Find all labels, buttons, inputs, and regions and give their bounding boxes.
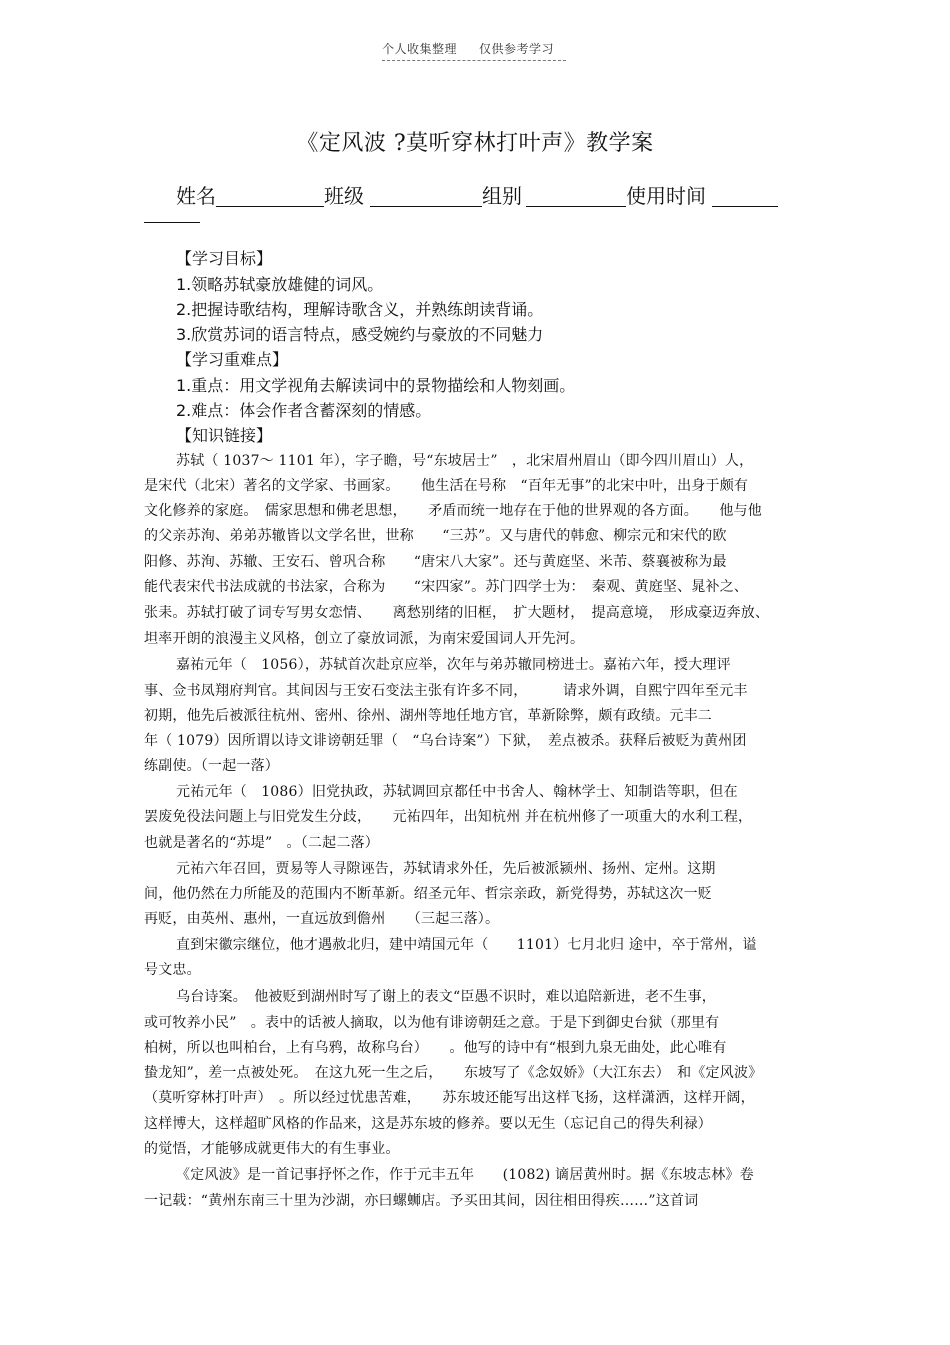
knowledge-link-heading: 【知识链接】 xyxy=(176,426,273,445)
body-line: 的觉悟，才能够成就更伟大的有生事业。 xyxy=(144,1141,400,1157)
time-label: 使用时间 xyxy=(626,184,706,208)
class-blank[interactable] xyxy=(370,184,482,207)
body-line: 罢废免役法问题上与旧党发生分歧， 元祐四年，出知杭州 并在杭州修了一项重大的水利工程， xyxy=(144,809,753,825)
body-line: 练副使。（一起一落） xyxy=(144,758,279,774)
body-line: 嘉祐元年（ 1056），苏轼首次赴京应举，次年与弟苏辙同榜进士。嘉祐六年，授大理评 xyxy=(176,657,731,673)
body-line: 一记载：“黄州东南三十里为沙湖，亦曰螺蛳店。予买田其间，因往相田得疾……”这首词 xyxy=(144,1193,699,1209)
class-label: 班级 xyxy=(324,184,364,208)
body-line: 也就是著名的“苏堤” 。（二起二落） xyxy=(144,835,379,851)
goal-item: 1.领略苏轼豪放雄健的词风。 xyxy=(176,275,384,294)
body-line: 或可牧养小民” 。表中的话被人摘取，以为他有诽谤朝廷之意。于是下到御史台狱（那里有 xyxy=(144,1015,720,1031)
body-line: 事、佥书凤翔府判官。其间因与王安石变法主张有许多不同， 请求外调，自熙宁四年至元丰 xyxy=(144,683,748,699)
student-info-row xyxy=(176,180,778,209)
body-line: 元祐六年召回，贾易等人寻隙诬告，苏轼请求外任，先后被派颍州、扬州、定州。这期 xyxy=(176,861,716,877)
name-label: 姓名 xyxy=(176,184,216,208)
key-point-item: 1.重点：用文学视角去解读词中的景物描绘和人物刻画。 xyxy=(176,376,576,395)
body-line: 的父亲苏洵、弟弟苏辙皆以文学名世，世称 “三苏”。又与唐代的韩愈、柳宗元和宋代的欧 xyxy=(144,528,727,544)
goal-item: 3.欣赏苏词的语言特点，感受婉约与豪放的不同魅力 xyxy=(176,325,544,344)
body-line: 坦率开朗的浪漫主义风格，创立了豪放词派，为南宋爱国词人开先河。 xyxy=(144,631,585,647)
goals-heading: 【学习目标】 xyxy=(176,249,273,268)
body-line: 年（ 1079）因所谓以诗文诽谤朝廷罪（ “乌台诗案”）下狱， 差点被杀。获释后被贬为黄州团 xyxy=(144,733,747,749)
body-line: 直到宋徽宗继位，他才遇赦北归，建中靖国元年（ 1101）七月北归 途中，卒于常州，谥 xyxy=(176,937,757,953)
name-blank[interactable] xyxy=(216,184,324,207)
body-line: 柏树，所以也叫柏台，上有乌鸦，故称乌台） 。他写的诗中有“根到九泉无曲处，此心唯有 xyxy=(144,1040,727,1056)
body-line: 张耒。苏轼打破了词专写男女恋情、 离愁别绪的旧框， 扩大题材， 提高意境， 形成豪迈奔放、 xyxy=(144,605,770,621)
body-line: 能代表宋代书法成就的书法家，合称为 “宋四家”。苏门四学士为： 秦观、黄庭坚、晁补之、 xyxy=(144,579,749,595)
body-line: 再贬，由英州、惠州，一直远放到儋州 （三起三落）。 xyxy=(144,911,500,927)
body-line: 蛰龙知”，差一点被处死。 在这九死一生之后， 东坡写了《念奴娇》（大江东去） 和《定风波》 xyxy=(144,1065,763,1081)
body-line: 苏轼（ 1037～ 1101 年），字子瞻，号“东坡居士” ，北宋眉州眉山（即今四川眉山）人， xyxy=(176,453,754,469)
header-note-left: 个人收集整理 xyxy=(382,42,458,56)
body-line: 文化修养的家庭。 儒家思想和佛老思想， 矛盾而统一地存在于他的世界观的各方面。 他与他 xyxy=(144,503,762,519)
key-points-heading: 【学习重难点】 xyxy=(176,350,289,369)
body-line: 阳修、苏洵、苏辙、王安石、曾巩合称 “唐宋八大家”。还与黄庭坚、米芾、蔡襄被称为最 xyxy=(144,554,727,570)
body-line: 号文忠。 xyxy=(144,962,201,978)
page-title: 《定风波 ?莫听穿林打叶声》教学案 xyxy=(296,131,654,156)
body-line: 初期，他先后被派往杭州、密州、徐州、湖州等地任地方官，革新除弊，颇有政绩。元丰二 xyxy=(144,708,712,724)
body-line: 这样博大，这样超旷风格的作品来，这是苏东坡的修养。要以无生（忘记自己的得失利禄） xyxy=(144,1116,712,1132)
body-line: 间，他仍然在力所能及的范围内不断革新。绍圣元年、哲宗亲政，新党得势，苏轼这次一贬 xyxy=(144,886,712,902)
goal-item: 2.把握诗歌结构，理解诗歌含义，并熟练朗读背诵。 xyxy=(176,300,544,319)
page-header-note xyxy=(382,40,566,61)
header-note-right: 仅供参考学习 xyxy=(479,42,555,56)
time-blank[interactable] xyxy=(712,184,778,207)
body-line: 《定风波》是一首记事抒怀之作，作于元丰五年 (1082) 谪居黄州时。据《东坡志林》卷 xyxy=(176,1167,754,1183)
body-line: 乌台诗案。 他被贬到湖州时写了谢上的表文“臣愚不识时，难以追陪新进，老不生事， xyxy=(176,989,716,1005)
body-line: 元祐元年（ 1086）旧党执政，苏轼调回京都任中书舍人、翰林学士、知制诰等职，但在 xyxy=(176,784,738,800)
group-label: 组别 xyxy=(482,184,522,208)
time-blank-continuation xyxy=(144,222,200,223)
body-line: 是宋代（北宋）著名的文学家、书画家。 他生活在号称 “百年无事”的北宋中叶，出身于颇有 xyxy=(144,478,749,494)
key-point-item: 2.难点：体会作者含蓄深刻的情感。 xyxy=(176,401,432,420)
group-blank[interactable] xyxy=(526,184,626,207)
body-line: （莫听穿林打叶声） 。所以经过忧患苦难， 苏东坡还能写出这样飞扬，这样潇洒，这样开阔， xyxy=(144,1090,755,1106)
